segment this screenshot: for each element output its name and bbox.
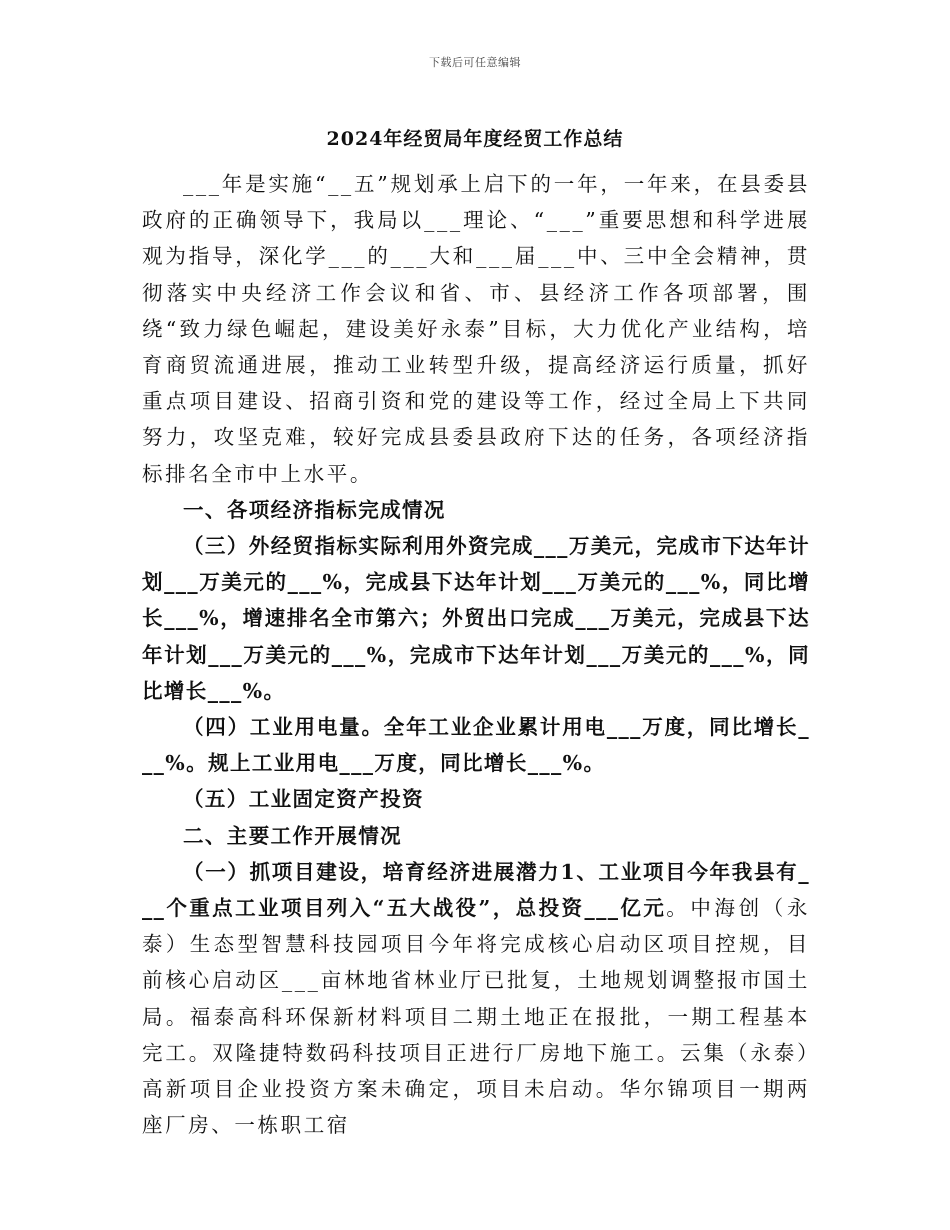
- paragraph-item-5: （五）工业固定资产投资: [183, 787, 424, 812]
- section-heading-2: 二、主要工作开展情况: [183, 823, 402, 848]
- paragraph-item-1-body: 。中海创（永泰）生态型智慧科技园项目今年将完成核心启动区项目控规，目前核心启动区___亩林地省林业厅已批复，土地规划调整报市国土局。福泰高科环保新材料项目二期土地正在报批，一期工程基本完工。双隆捷特数码科技项目正进行厂房地下施工。云集（永泰）高新项目企业投资方案未确定，项目未启动。华尔锦项目一期两座厂房、一栋职工宿: [142, 896, 810, 1138]
- section-heading-1: 一、各项经济指标完成情况: [183, 497, 446, 522]
- intro-paragraph: ___年是实施“__五”规划承上启下的一年，一年来，在县委县政府的正确领导下，我局以___理论、“___”重要思想和科学进展观为指导，深化学___的___大和___届___中、三中全会精神，贯彻落实中央经济工作会议和省、市、县经济工作各项部署，围绕“致力绿色崛起，建设美好永泰”目标，大力优化产业结构，培育商贸流通进展，推动工业转型升级，提高经济运行质量，抓好重点项目建设、招商引资和党的建设等工作，经过全局上下共同努力，攻坚克难，较好完成县委县政府下达的任务，各项经济指标排名全市中上水平。: [142, 172, 810, 486]
- paragraph-item-3: （三）外经贸指标实际利用外资完成___万美元，完成市下达年计划___万美元的___%，完成县下达年计划___万美元的___%，同比增长___%，增速排名全市第六；外贸出口完成___万美元，完成县下达年计划___万美元的___%，完成市下达年计划___万美元的___%，同比增长___%。: [142, 534, 810, 703]
- document-body: [142, 166, 810, 1143]
- page-header: 下载后可任意编辑: [429, 56, 521, 69]
- paragraph-item-1: [142, 854, 810, 1144]
- document-title: 2024年经贸局年度经贸工作总结: [326, 128, 624, 150]
- paragraph-item-1-lead: （一）抓项目建设，培育经济进展潜力1、工业项目今年我县有___个重点工业项目列入“五大战役”，总投资___亿元: [142, 859, 810, 921]
- paragraph-item-4: （四）工业用电量。全年工业企业累计用电___万度，同比增长___%。规上工业用电___万度，同比增长___%。: [142, 715, 810, 776]
